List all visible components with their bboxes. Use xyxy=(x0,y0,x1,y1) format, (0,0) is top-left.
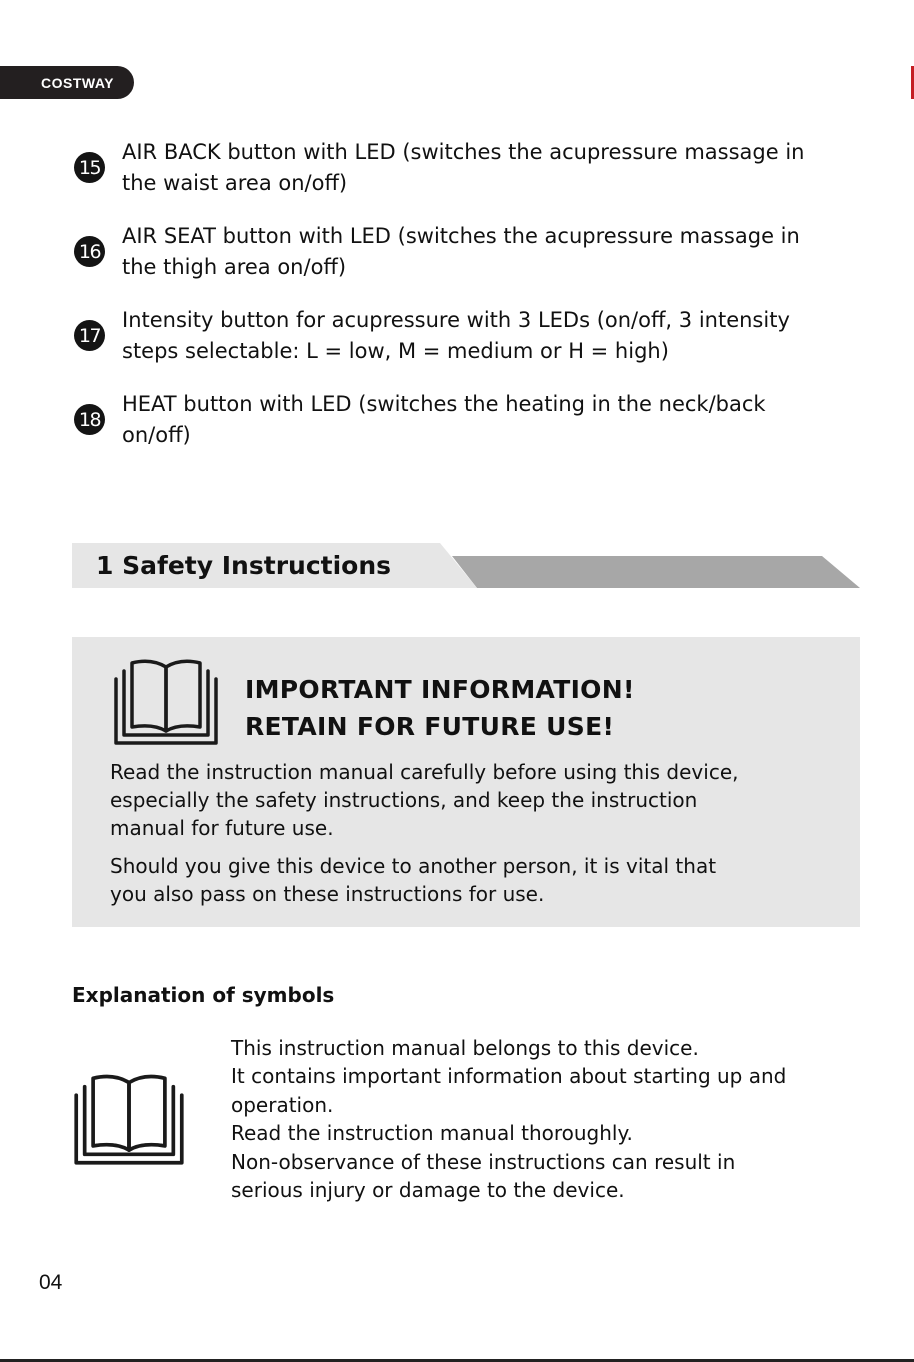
explanation-line: Read the instruction manual thoroughly. xyxy=(231,1121,633,1146)
item-description xyxy=(122,137,872,199)
explanation-line: operation. xyxy=(231,1092,334,1117)
page-number: 04 xyxy=(39,1271,63,1294)
item-line: AIR BACK button with LED (switches the acupressure massage in xyxy=(122,140,805,164)
info-paragraph xyxy=(110,758,830,842)
item-description xyxy=(122,389,872,451)
list-item xyxy=(0,221,914,291)
item-number-badge: 18 xyxy=(74,404,105,435)
paragraph-line: manual for future use. xyxy=(110,816,334,840)
symbol-explanation xyxy=(231,1034,871,1204)
open-book-icon xyxy=(72,1072,186,1167)
list-item xyxy=(0,389,914,459)
brand-name: COSTWAY xyxy=(41,74,114,91)
important-info-box xyxy=(72,637,860,927)
heading-line: RETAIN FOR FUTURE USE! xyxy=(245,712,615,741)
item-line: on/off) xyxy=(122,423,191,447)
paragraph-line: Read the instruction manual carefully before using this device, xyxy=(110,760,739,784)
list-item xyxy=(0,305,914,375)
paragraph-line: Should you give this device to another person, it is vital that xyxy=(110,854,717,878)
item-line: Intensity button for acupressure with 3 LEDs (on/off, 3 intensity xyxy=(122,308,790,332)
explanation-line: serious injury or damage to the device. xyxy=(231,1178,625,1203)
item-description xyxy=(122,305,872,367)
item-line: the waist area on/off) xyxy=(122,171,348,195)
explanation-line: It contains important information about starting up and xyxy=(231,1064,787,1089)
symbols-heading: Explanation of symbols xyxy=(72,983,335,1007)
item-line: AIR SEAT button with LED (switches the acupressure massage in xyxy=(122,224,800,248)
item-number-badge: 16 xyxy=(74,236,105,267)
item-number-badge: 15 xyxy=(74,152,105,183)
brand-tab xyxy=(0,66,134,99)
section-title: 1 Safety Instructions xyxy=(96,551,392,580)
paragraph-line: you also pass on these instructions for use. xyxy=(110,882,545,906)
item-description xyxy=(122,221,872,283)
explanation-line: Non-observance of these instructions can result in xyxy=(231,1149,736,1174)
item-line: HEAT button with LED (switches the heating in the neck/back xyxy=(122,392,766,416)
item-line: steps selectable: L = low, M = medium or H = high) xyxy=(122,339,669,363)
item-number-badge: 17 xyxy=(74,320,105,351)
list-item xyxy=(0,137,914,207)
open-book-icon xyxy=(112,657,220,747)
item-line: the thigh area on/off) xyxy=(122,255,347,279)
heading-line: IMPORTANT INFORMATION! xyxy=(245,675,635,704)
important-info-heading xyxy=(245,671,635,745)
explanation-line: This instruction manual belongs to this device. xyxy=(231,1036,699,1060)
paragraph-line: especially the safety instructions, and keep the instruction xyxy=(110,788,698,812)
section-heading-bar xyxy=(72,543,860,588)
info-paragraph xyxy=(110,852,830,908)
